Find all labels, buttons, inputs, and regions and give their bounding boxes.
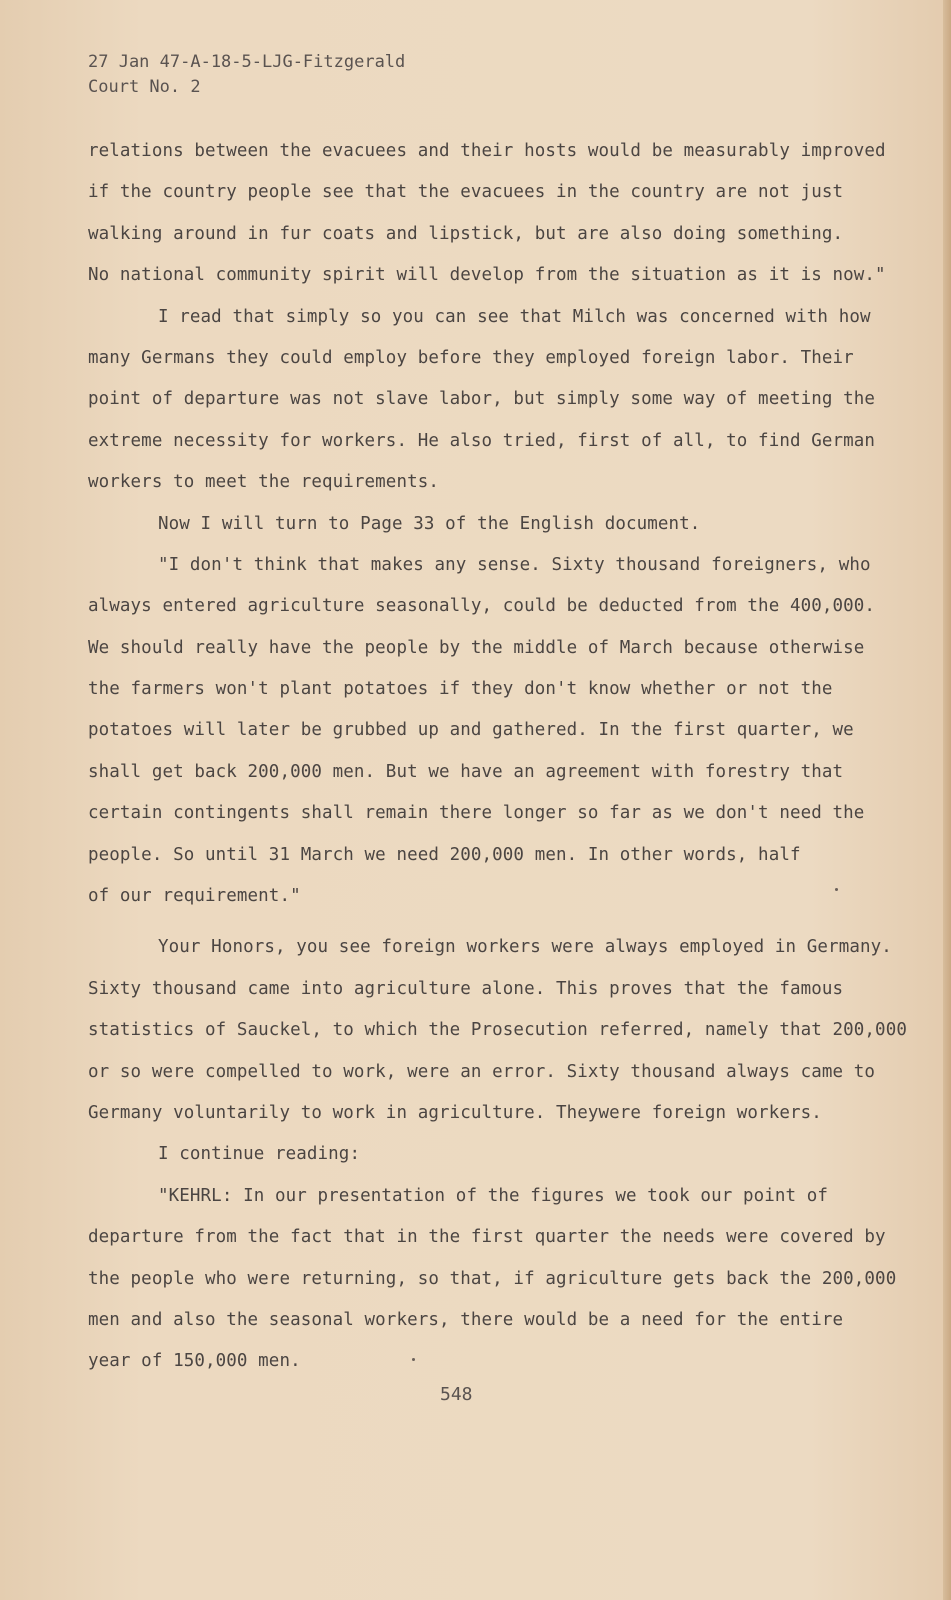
- page-edge: [943, 0, 951, 1600]
- text-line: year of 150,000 men.: [88, 1351, 301, 1372]
- paragraph-continue-reading: [88, 1134, 888, 1175]
- text-line: "KEHRL: In our presentation of the figures we took our point of: [158, 1185, 829, 1206]
- page-header: [88, 50, 405, 100]
- paragraph-kehrl-quote: [88, 1176, 897, 1383]
- text-line: of our requirement.": [88, 886, 301, 907]
- paper-speck: [412, 1358, 415, 1361]
- paragraph-page-33: [88, 504, 888, 545]
- paragraph-sixty-thousand-quote: [88, 545, 888, 918]
- text-line: many Germans they could employ before they employed foreign labor. Their: [88, 347, 854, 368]
- header-court: Court No. 2: [88, 77, 201, 97]
- text-line: relations between the evacuees and their hosts would be measurably improved: [88, 141, 886, 161]
- text-line: the farmers won't plant potatoes if they don't know whether or not the: [88, 679, 833, 700]
- header-docket: 27 Jan 47-A-18-5-LJG-Fitzgerald: [88, 52, 406, 72]
- text-line: shall get back 200,000 men. But we have an agreement with forestry that: [88, 761, 844, 782]
- text-line: people. So until 31 March we need 200,000 men. In other words, half: [88, 844, 801, 865]
- text-line: Sixty thousand came into agriculture alone. This proves that the famous: [88, 978, 844, 999]
- text-line: Now I will turn to Page 33 of the English document.: [158, 513, 701, 534]
- text-line: Your Honors, you see foreign workers were always employed in Germany.: [158, 937, 892, 958]
- text-line: certain contingents shall remain there longer so far as we don't need the: [88, 803, 865, 824]
- paragraph-milch: [88, 297, 888, 504]
- text-line: or so were compelled to work, were an error. Sixty thousand always came to: [88, 1061, 876, 1082]
- text-line: "I don't think that makes any sense. Sixty thousand foreigners, who: [158, 554, 871, 575]
- text-line: No national community spirit will develop from the situation as it is now.": [88, 265, 886, 286]
- text-line: the people who were returning, so that, if agriculture gets back the 200,000: [88, 1268, 897, 1289]
- paragraph-quote-continued: [88, 131, 888, 297]
- paragraph-your-honors: [88, 927, 907, 1134]
- text-line: point of departure was not slave labor, but simply some way of meeting the: [88, 389, 876, 410]
- text-line: We should really have the people by the middle of March because otherwise: [88, 637, 865, 658]
- page-number: 548: [440, 1384, 473, 1405]
- text-line: I continue reading:: [158, 1144, 361, 1165]
- text-line: Germany voluntarily to work in agriculture. Theywere foreign workers.: [88, 1102, 822, 1123]
- text-line: always entered agriculture seasonally, could be deducted from the 400,000.: [88, 596, 876, 617]
- text-line: extreme necessity for workers. He also tried, first of all, to find German: [88, 430, 876, 451]
- text-line: departure from the fact that in the first quarter the needs were covered by: [88, 1227, 886, 1248]
- text-line: workers to meet the requirements.: [88, 472, 439, 493]
- paper-speck: [835, 888, 838, 891]
- text-line: I read that simply so you can see that Milch was concerned with how: [158, 306, 871, 327]
- transcript-body: [88, 131, 907, 1383]
- text-line: walking around in fur coats and lipstick, but are also doing something.: [88, 223, 844, 244]
- text-line: men and also the seasonal workers, there would be a need for the entire: [88, 1309, 844, 1330]
- text-line: potatoes will later be grubbed up and gathered. In the first quarter, we: [88, 720, 854, 741]
- text-line: statistics of Sauckel, to which the Prosecution referred, namely that 200,000: [88, 1020, 907, 1041]
- text-line: if the country people see that the evacuees in the country are not just: [88, 182, 844, 203]
